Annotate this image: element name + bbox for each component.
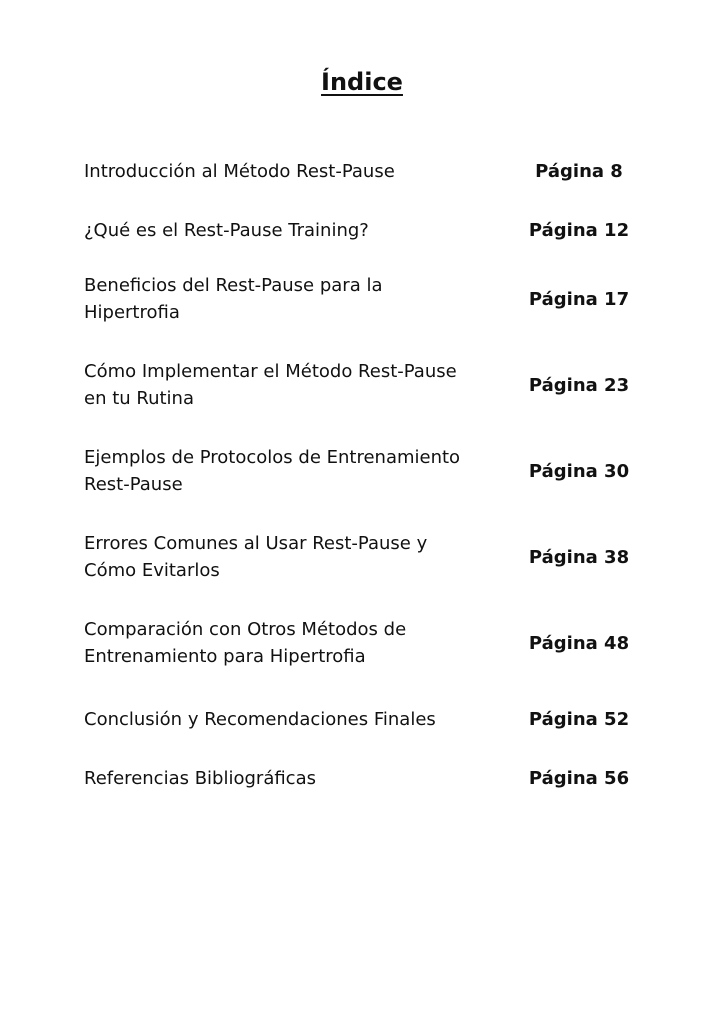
toc-entry-title: Ejemplos de Protocolos de Entrenamiento Rest-Pause bbox=[84, 447, 461, 495]
toc-entry-page: Página 30 bbox=[528, 460, 630, 482]
toc-entry bbox=[84, 526, 644, 588]
toc-entry bbox=[84, 209, 644, 251]
toc-entry-title: ¿Qué es el Rest-Pause Training? bbox=[84, 219, 369, 241]
toc-entry-title: Errores Comunes al Usar Rest-Pause y Cómo Evitarlos bbox=[84, 533, 428, 581]
page-title: Índice bbox=[321, 68, 403, 96]
toc-entry-page: Página 56 bbox=[528, 767, 630, 789]
toc-entry-title: Referencias Bibliográficas bbox=[84, 767, 316, 789]
toc-entry-title: Introducción al Método Rest-Pause bbox=[84, 160, 395, 182]
toc-entry bbox=[84, 268, 644, 330]
toc-entry bbox=[84, 150, 644, 192]
toc-entry-title: Conclusión y Recomendaciones Finales bbox=[84, 708, 436, 730]
toc-entry-page: Página 38 bbox=[528, 546, 630, 568]
toc-entry-title: Beneficios del Rest-Pause para la Hipertrofia bbox=[84, 275, 383, 323]
toc-entry-page: Página 23 bbox=[528, 374, 630, 396]
toc-entry bbox=[84, 757, 644, 799]
toc-entry bbox=[84, 698, 644, 740]
toc-entry bbox=[84, 612, 644, 674]
toc-entry-title: Comparación con Otros Métodos de Entrenamiento para Hipertrofia bbox=[84, 619, 407, 667]
toc-entry bbox=[84, 440, 644, 502]
toc-entry-page: Página 12 bbox=[528, 219, 630, 241]
toc-entry-page: Página 52 bbox=[528, 708, 630, 730]
toc-entry bbox=[84, 354, 644, 416]
toc-entry-page: Página 48 bbox=[528, 632, 630, 654]
toc-entry-page: Página 8 bbox=[535, 160, 623, 182]
toc-entry-title: Cómo Implementar el Método Rest-Pause en tu Rutina bbox=[84, 361, 457, 409]
table-of-contents bbox=[84, 150, 644, 816]
toc-entry-page: Página 17 bbox=[528, 288, 630, 310]
